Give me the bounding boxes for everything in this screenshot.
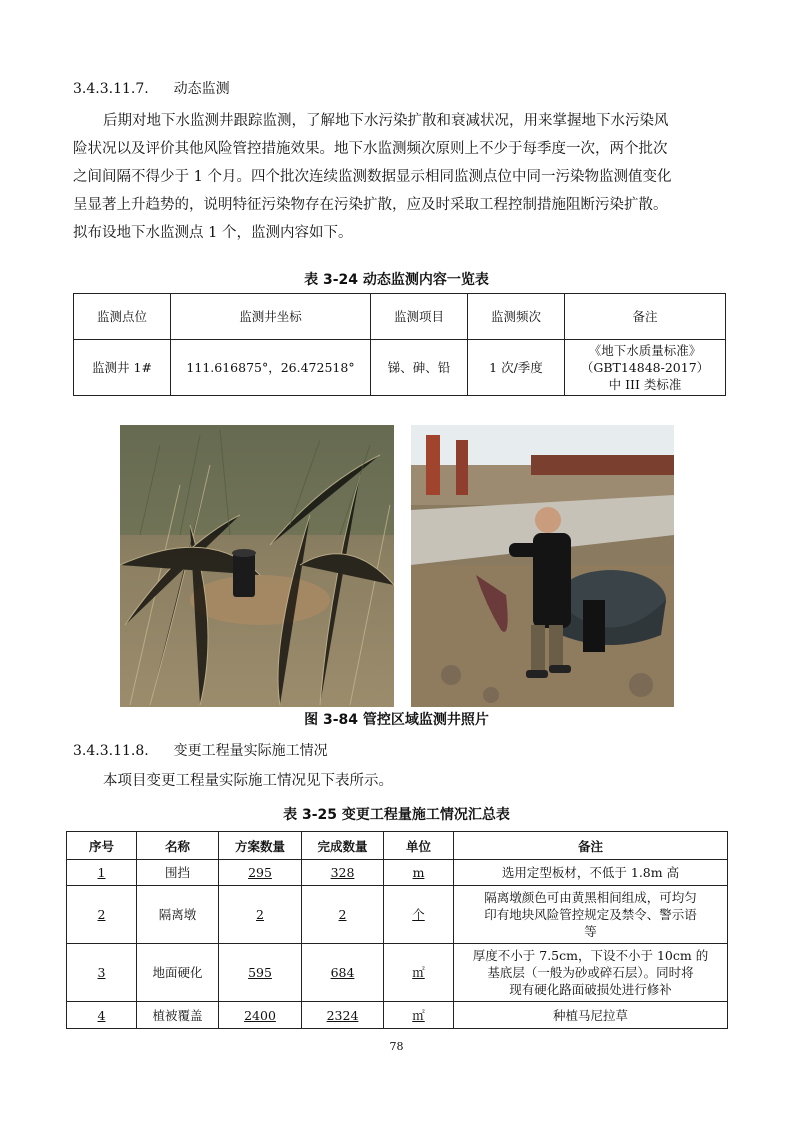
done-cell	[302, 1002, 384, 1029]
paragraph-line: 拟布设地下水监测点 1 个，监测内容如下。	[73, 225, 353, 241]
unit-cell	[384, 860, 454, 886]
note-cell	[454, 944, 728, 1002]
header-cell: 单位	[384, 832, 454, 860]
unit-cell	[384, 886, 454, 944]
table-caption: 表 3-24 动态监测内容一览表	[304, 272, 489, 288]
monitoring-content-table	[73, 293, 726, 396]
note-cell	[454, 860, 728, 886]
change-quantity-paragraph	[73, 767, 723, 795]
cell-text: 684	[330, 965, 355, 980]
header-cell: 序号	[67, 832, 137, 860]
note-line: 印有地块风险管控规定及禁令、警示语	[484, 907, 697, 922]
note-line: 选用定型板材，不低于 1.8m 高	[501, 865, 680, 880]
header-cell: 监测频次	[468, 294, 565, 340]
note-line: 厚度不小于 7.5cm，下设不小于 10cm 的	[472, 948, 709, 963]
plan-cell	[219, 886, 302, 944]
name-cell: 隔离墩	[137, 886, 219, 944]
note-cell	[454, 1002, 728, 1029]
no-cell	[67, 860, 137, 886]
header-cell: 监测点位	[74, 294, 171, 340]
header-cell: 完成数量	[302, 832, 384, 860]
done-cell	[302, 886, 384, 944]
note-line: 基底层（一般为砂或碎石层）。同时将	[487, 965, 694, 980]
section-heading-change-quantity	[73, 740, 328, 760]
no-cell	[67, 1002, 137, 1029]
cell-text: 3	[97, 965, 106, 980]
header-cell: 方案数量	[219, 832, 302, 860]
cell-text: 4	[97, 1007, 106, 1023]
photo-sampling	[411, 425, 674, 707]
table-header-row	[74, 294, 726, 340]
cell-text: 1	[97, 865, 106, 880]
plan-cell	[219, 860, 302, 886]
header-cell: 监测项目	[371, 294, 468, 340]
note-line: 隔离墩颜色可由黄黑相间组成，可均匀	[484, 890, 697, 905]
note-line: 中 III 类标准	[608, 377, 682, 392]
section-title: 变更工程量实际施工情况	[173, 743, 328, 759]
name-cell: 围挡	[137, 860, 219, 886]
note-cell	[454, 886, 728, 944]
name-cell: 植被覆盖	[137, 1002, 219, 1029]
cell-text: m	[412, 865, 425, 880]
freq-cell: 1 次/季度	[468, 340, 565, 396]
note-line: （GBT14848-2017）	[580, 360, 710, 375]
paragraph-line: 呈显著上升趋势的，说明特征污染物存在污染扩散，应及时采取工程控制措施阻断污染扩散。	[73, 197, 668, 213]
header-cell: 备注	[565, 294, 726, 340]
paragraph-line: 后期对地下水监测井跟踪监测，了解地下水污染扩散和衰减状况，用来掌握地下水污染风	[103, 113, 669, 129]
header-cell: 备注	[454, 832, 728, 860]
done-cell	[302, 944, 384, 1002]
cell-text: 2	[338, 907, 347, 922]
plan-cell	[219, 1002, 302, 1029]
unit-cell	[384, 944, 454, 1002]
done-cell	[302, 860, 384, 886]
cell-text: 2400	[244, 1007, 276, 1023]
coord-cell: 111.616875°，26.472518°	[171, 340, 371, 396]
photo-monitoring-well	[120, 425, 394, 707]
cell-text: 2	[97, 907, 106, 922]
cell-text: 595	[248, 965, 272, 980]
cell-text: ㎡	[412, 1007, 425, 1023]
cell-text: 328	[330, 865, 355, 880]
items-cell: 锑、砷、铅	[371, 340, 468, 396]
table-row	[67, 1002, 728, 1029]
header-cell: 名称	[137, 832, 219, 860]
table-row	[67, 944, 728, 1002]
cell-text: 295	[248, 865, 272, 880]
section-heading-dynamic-monitoring	[73, 78, 230, 98]
table-caption: 表 3-25 变更工程量施工情况汇总表	[283, 807, 510, 823]
point-cell: 监测井 1#	[74, 340, 171, 396]
note-line: 种植马尼拉草	[552, 1007, 628, 1023]
paragraph-line: 险状况以及评价其他风险管控措施效果。地下水监测频次原则上不少于每季度一次，两个批次	[73, 141, 668, 157]
plan-cell	[219, 944, 302, 1002]
figure-caption: 图 3-84 管控区域监测井照片	[304, 712, 489, 728]
table-row	[67, 886, 728, 944]
no-cell	[67, 944, 137, 1002]
section-title: 动态监测	[173, 81, 230, 97]
paragraph-line: 本项目变更工程量实际施工情况见下表所示。	[103, 773, 393, 789]
unit-cell	[384, 1002, 454, 1029]
header-cell: 监测井坐标	[171, 294, 371, 340]
cell-text: 个	[412, 907, 425, 922]
change-quantity-table	[66, 831, 728, 1029]
table-header-row	[67, 832, 728, 860]
table-row	[67, 860, 728, 886]
cell-text: ㎡	[412, 965, 425, 980]
cell-text: 2324	[326, 1007, 359, 1023]
cell-text: 2	[256, 907, 264, 922]
page-number: 78	[389, 1040, 404, 1053]
section-number: 3.4.3.11.8.	[73, 743, 149, 759]
note-cell	[565, 340, 726, 396]
paragraph-line: 之间间隔不得少于 1 个月。四个批次连续监测数据显示相同监测点位中同一污染物监测值变化	[73, 169, 672, 185]
note-line: 现有硬化路面破损处进行修补	[509, 982, 672, 997]
no-cell	[67, 886, 137, 944]
sampling-photo-image	[411, 425, 674, 707]
note-line: 《地下水质量标准》	[588, 343, 702, 358]
monitoring-paragraph	[73, 107, 723, 247]
note-line: 等	[584, 924, 597, 939]
monitoring-well-photo-image	[120, 425, 394, 707]
name-cell: 地面硬化	[137, 944, 219, 1002]
table-row	[74, 340, 726, 396]
section-number: 3.4.3.11.7.	[73, 81, 149, 97]
